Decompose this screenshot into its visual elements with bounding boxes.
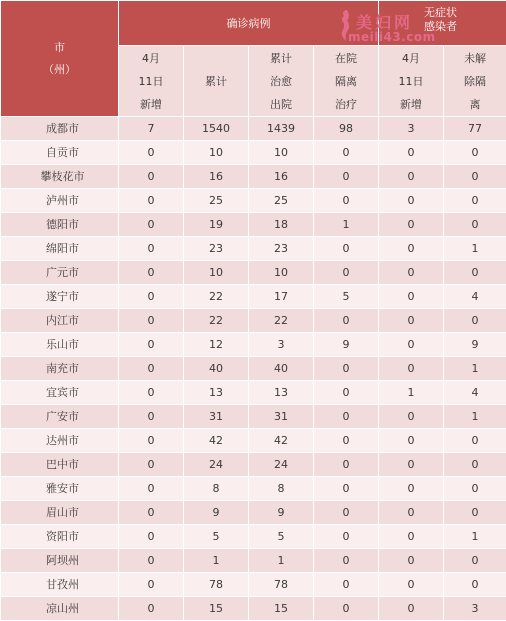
- value-cell: 0: [119, 501, 184, 525]
- value-cell: 4: [444, 285, 506, 309]
- value-cell: 0: [444, 573, 506, 597]
- value-cell: 25: [249, 189, 314, 213]
- value-cell: 0: [379, 261, 444, 285]
- watermark-url: meili43.com: [348, 30, 436, 44]
- value-cell: 0: [314, 189, 379, 213]
- value-cell: 0: [314, 357, 379, 381]
- value-cell: 0: [314, 141, 379, 165]
- city-name-cell: 遂宁市: [1, 285, 119, 309]
- asymptomatic-header-label: [424, 6, 457, 34]
- value-cell: 0: [379, 525, 444, 549]
- value-cell: 0: [119, 429, 184, 453]
- value-cell: 0: [379, 237, 444, 261]
- asymptomatic-label-line2: 感染者: [424, 20, 457, 33]
- value-cell: 16: [249, 165, 314, 189]
- city-name-cell: 眉山市: [1, 501, 119, 525]
- value-cell: 0: [314, 453, 379, 477]
- column-header-line: 4月: [402, 51, 420, 65]
- value-cell: 0: [444, 189, 506, 213]
- value-cell: 0: [119, 141, 184, 165]
- column-header-line: 新增: [140, 97, 162, 111]
- confirmed-group-header: 确诊病例: [119, 1, 379, 46]
- value-cell: 0: [119, 597, 184, 621]
- table-row: [1, 381, 506, 405]
- column-header-line: 4月: [142, 51, 160, 65]
- value-cell: 0: [379, 189, 444, 213]
- value-cell: 0: [119, 237, 184, 261]
- city-name-cell: 达州市: [1, 429, 119, 453]
- value-cell: 0: [119, 453, 184, 477]
- value-cell: 31: [184, 405, 249, 429]
- value-cell: 0: [379, 477, 444, 501]
- value-cell: 0: [119, 381, 184, 405]
- city-name-cell: 德阳市: [1, 213, 119, 237]
- value-cell: 0: [314, 573, 379, 597]
- value-cell: 3: [444, 597, 506, 621]
- watermark-title: 美妇网: [356, 13, 414, 32]
- value-cell: 0: [314, 237, 379, 261]
- value-cell: 40: [184, 357, 249, 381]
- value-cell: 0: [379, 141, 444, 165]
- value-cell: 78: [249, 573, 314, 597]
- value-cell: 17: [249, 285, 314, 309]
- value-cell: 42: [249, 429, 314, 453]
- value-cell: 0: [314, 405, 379, 429]
- value-cell: 0: [444, 549, 506, 573]
- value-cell: 0: [379, 357, 444, 381]
- value-cell: 0: [314, 261, 379, 285]
- value-cell: 42: [184, 429, 249, 453]
- table-row: [1, 525, 506, 549]
- city-column-header: [1, 1, 119, 117]
- column-header-line: 11日: [138, 74, 164, 88]
- value-cell: 40: [249, 357, 314, 381]
- city-name-cell: 巴中市: [1, 453, 119, 477]
- value-cell: 24: [249, 453, 314, 477]
- value-cell: 5: [314, 285, 379, 309]
- value-cell: 8: [249, 477, 314, 501]
- table-row: [1, 285, 506, 309]
- value-cell: 13: [249, 381, 314, 405]
- value-cell: 7: [119, 117, 184, 141]
- city-header-sublabel: （州）: [43, 62, 76, 76]
- value-cell: 0: [444, 165, 506, 189]
- value-cell: 25: [184, 189, 249, 213]
- city-name-cell: 广元市: [1, 261, 119, 285]
- value-cell: 0: [444, 141, 506, 165]
- value-cell: 1: [444, 357, 506, 381]
- value-cell: 0: [119, 309, 184, 333]
- watermark-logo: [338, 8, 436, 46]
- table-row: [1, 477, 506, 501]
- table-row: [1, 429, 506, 453]
- city-name-cell: 南充市: [1, 357, 119, 381]
- value-cell: 18: [249, 213, 314, 237]
- table-row: [1, 453, 506, 477]
- value-cell: 1: [444, 237, 506, 261]
- value-cell: 0: [444, 261, 506, 285]
- column-header-line: 11日: [398, 74, 424, 88]
- value-cell: 5: [249, 525, 314, 549]
- city-name-cell: 凉山州: [1, 597, 119, 621]
- value-cell: 3: [249, 333, 314, 357]
- value-cell: 0: [379, 213, 444, 237]
- value-cell: 1: [184, 549, 249, 573]
- column-header-6: [444, 46, 506, 117]
- value-cell: 0: [314, 381, 379, 405]
- table-row: [1, 573, 506, 597]
- table-body: [1, 117, 506, 621]
- value-cell: 0: [119, 549, 184, 573]
- city-name-cell: 泸州市: [1, 189, 119, 213]
- column-header-line: 累计: [270, 51, 292, 65]
- value-cell: 0: [314, 309, 379, 333]
- value-cell: 0: [119, 525, 184, 549]
- value-cell: 0: [119, 405, 184, 429]
- city-name-cell: 自贡市: [1, 141, 119, 165]
- value-cell: 23: [184, 237, 249, 261]
- value-cell: 0: [379, 429, 444, 453]
- city-name-cell: 攀枝花市: [1, 165, 119, 189]
- column-header-line: 治愈: [270, 74, 292, 88]
- value-cell: 0: [379, 501, 444, 525]
- table-row: [1, 189, 506, 213]
- value-cell: 1: [444, 525, 506, 549]
- city-name-cell: 阿坝州: [1, 549, 119, 573]
- city-header-label: 市: [54, 40, 65, 54]
- value-cell: 0: [314, 429, 379, 453]
- table-row: [1, 597, 506, 621]
- column-header-line: 未解: [464, 51, 486, 65]
- value-cell: 0: [119, 261, 184, 285]
- value-cell: 1: [444, 405, 506, 429]
- table-row: [1, 405, 506, 429]
- column-header-line: 新增: [400, 97, 422, 111]
- value-cell: 0: [379, 549, 444, 573]
- column-header-5: [379, 46, 444, 117]
- table-row: [1, 501, 506, 525]
- value-cell: 9: [314, 333, 379, 357]
- value-cell: 0: [119, 573, 184, 597]
- city-name-cell: 甘孜州: [1, 573, 119, 597]
- city-name-cell: 成都市: [1, 117, 119, 141]
- value-cell: 10: [249, 261, 314, 285]
- city-name-cell: 雅安市: [1, 477, 119, 501]
- column-header-1: [119, 46, 184, 117]
- table-row: [1, 357, 506, 381]
- value-cell: 0: [444, 501, 506, 525]
- value-cell: 15: [249, 597, 314, 621]
- column-header-line: 除隔: [464, 74, 486, 88]
- value-cell: 3: [379, 117, 444, 141]
- value-cell: 0: [379, 165, 444, 189]
- value-cell: 13: [184, 381, 249, 405]
- column-header-3: [249, 46, 314, 117]
- city-name-cell: 内江市: [1, 309, 119, 333]
- column-header-line: 隔离: [335, 74, 357, 88]
- value-cell: 0: [314, 549, 379, 573]
- city-name-cell: 宜宾市: [1, 381, 119, 405]
- value-cell: 12: [184, 333, 249, 357]
- value-cell: 23: [249, 237, 314, 261]
- value-cell: 0: [444, 477, 506, 501]
- value-cell: 0: [314, 525, 379, 549]
- city-name-cell: 资阳市: [1, 525, 119, 549]
- value-cell: 1439: [249, 117, 314, 141]
- value-cell: 10: [184, 261, 249, 285]
- value-cell: 98: [314, 117, 379, 141]
- value-cell: 77: [444, 117, 506, 141]
- value-cell: 8: [184, 477, 249, 501]
- column-header-line: 在院: [335, 51, 357, 65]
- value-cell: 0: [379, 573, 444, 597]
- value-cell: 0: [314, 165, 379, 189]
- value-cell: 0: [379, 597, 444, 621]
- value-cell: 4: [444, 381, 506, 405]
- value-cell: 22: [249, 309, 314, 333]
- value-cell: 0: [379, 405, 444, 429]
- table-row: [1, 213, 506, 237]
- asymptomatic-label-line1: 无症状: [424, 6, 457, 19]
- value-cell: 0: [444, 309, 506, 333]
- value-cell: 22: [184, 309, 249, 333]
- value-cell: 10: [249, 141, 314, 165]
- table-row: [1, 117, 506, 141]
- column-header-line: 出院: [270, 97, 292, 111]
- column-header-2: [184, 46, 249, 117]
- value-cell: 31: [249, 405, 314, 429]
- column-header-line: 离: [469, 97, 481, 111]
- value-cell: 0: [379, 285, 444, 309]
- value-cell: 0: [444, 213, 506, 237]
- value-cell: 1540: [184, 117, 249, 141]
- value-cell: 15: [184, 597, 249, 621]
- city-name-cell: 乐山市: [1, 333, 119, 357]
- value-cell: 0: [314, 477, 379, 501]
- value-cell: 0: [119, 477, 184, 501]
- column-header-4: [314, 46, 379, 117]
- value-cell: 0: [119, 333, 184, 357]
- table-row: [1, 237, 506, 261]
- value-cell: 1: [379, 381, 444, 405]
- table-row: [1, 309, 506, 333]
- value-cell: 0: [379, 309, 444, 333]
- value-cell: 0: [119, 357, 184, 381]
- value-cell: 22: [184, 285, 249, 309]
- city-name-cell: 绵阳市: [1, 237, 119, 261]
- value-cell: 19: [184, 213, 249, 237]
- value-cell: 0: [119, 213, 184, 237]
- value-cell: 0: [379, 453, 444, 477]
- value-cell: 1: [314, 213, 379, 237]
- value-cell: 0: [119, 285, 184, 309]
- value-cell: 1: [249, 549, 314, 573]
- table-row: [1, 549, 506, 573]
- value-cell: 9: [444, 333, 506, 357]
- table-row: [1, 165, 506, 189]
- value-cell: 9: [184, 501, 249, 525]
- value-cell: 0: [314, 597, 379, 621]
- value-cell: 0: [119, 189, 184, 213]
- value-cell: 0: [444, 429, 506, 453]
- value-cell: 0: [314, 501, 379, 525]
- table-row: [1, 333, 506, 357]
- value-cell: 78: [184, 573, 249, 597]
- column-header-line: 治疗: [335, 97, 357, 111]
- table-row: [1, 141, 506, 165]
- value-cell: 9: [249, 501, 314, 525]
- value-cell: 0: [379, 333, 444, 357]
- city-name-cell: 广安市: [1, 405, 119, 429]
- column-header-line: 累计: [205, 74, 227, 88]
- value-cell: 16: [184, 165, 249, 189]
- value-cell: 5: [184, 525, 249, 549]
- value-cell: 0: [444, 453, 506, 477]
- table-row: [1, 261, 506, 285]
- value-cell: 0: [119, 165, 184, 189]
- value-cell: 24: [184, 453, 249, 477]
- value-cell: 10: [184, 141, 249, 165]
